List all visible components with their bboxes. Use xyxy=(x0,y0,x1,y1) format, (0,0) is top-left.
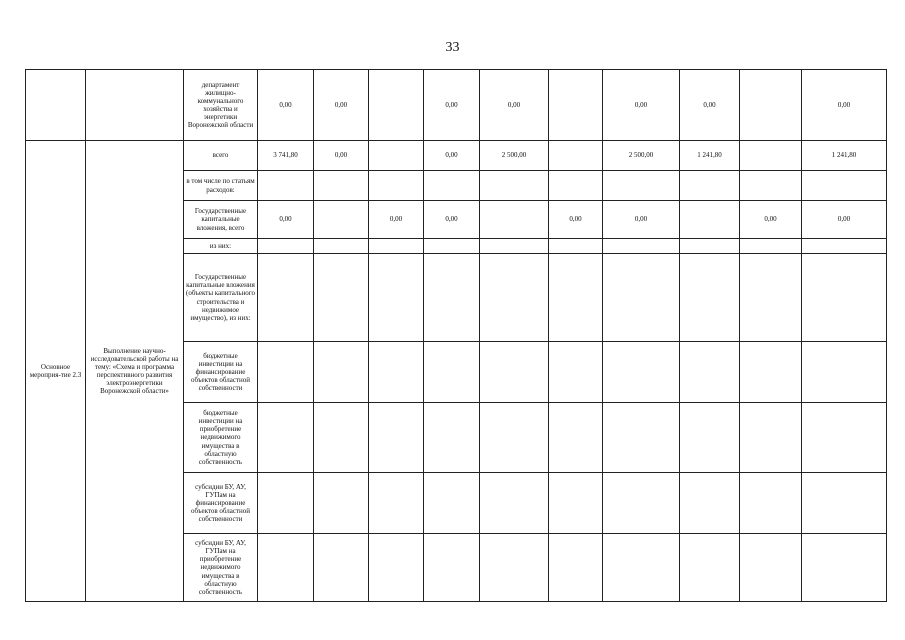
value-cell xyxy=(740,534,802,602)
value-cell: 0,00 xyxy=(424,70,480,141)
value-cell: 0,00 xyxy=(802,201,887,239)
value-cell xyxy=(258,403,314,473)
value-cell: 0,00 xyxy=(603,201,680,239)
value-cell xyxy=(549,403,603,473)
status-cell xyxy=(26,70,86,141)
value-cell xyxy=(740,171,802,201)
value-cell: 0,00 xyxy=(680,70,740,141)
value-cell xyxy=(740,141,802,171)
value-cell xyxy=(740,239,802,254)
value-cell xyxy=(369,70,424,141)
value-cell xyxy=(480,342,549,403)
value-cell xyxy=(369,171,424,201)
value-cell xyxy=(740,473,802,534)
value-cell xyxy=(480,254,549,342)
value-cell xyxy=(369,254,424,342)
value-cell xyxy=(549,70,603,141)
name-cell xyxy=(86,70,184,141)
value-cell xyxy=(802,534,887,602)
value-cell xyxy=(549,473,603,534)
value-cell xyxy=(258,342,314,403)
row-label: субсидии БУ, АУ, ГУПам на финансирование объектов областной собственности xyxy=(184,473,258,534)
value-cell: 0,00 xyxy=(314,70,369,141)
value-cell xyxy=(258,239,314,254)
row-label: Государственные капитальные вложения (объекты капитального строительства и недвижимое имущество), из них: xyxy=(184,254,258,342)
value-cell xyxy=(603,171,680,201)
value-cell xyxy=(549,171,603,201)
value-cell xyxy=(480,201,549,239)
row-label: субсидии БУ, АУ, ГУПам на приобретение недвижимого имущества в областную собственность xyxy=(184,534,258,602)
value-cell xyxy=(424,473,480,534)
value-cell xyxy=(314,342,369,403)
value-cell: 0,00 xyxy=(258,70,314,141)
value-cell: 1 241,80 xyxy=(680,141,740,171)
value-cell xyxy=(549,342,603,403)
value-cell: 3 741,80 xyxy=(258,141,314,171)
value-cell xyxy=(424,342,480,403)
value-cell xyxy=(369,342,424,403)
value-cell xyxy=(802,342,887,403)
value-cell: 0,00 xyxy=(314,141,369,171)
value-cell xyxy=(802,239,887,254)
value-cell: 1 241,80 xyxy=(802,141,887,171)
value-cell xyxy=(802,171,887,201)
row-label: бюджетные инвестиции на финансирование объектов областной собственности xyxy=(184,342,258,403)
page-number: 33 xyxy=(445,40,460,55)
value-cell xyxy=(603,473,680,534)
value-cell: 0,00 xyxy=(603,70,680,141)
value-cell xyxy=(603,342,680,403)
row-label: в том числе по статьям расходов: xyxy=(184,171,258,201)
value-cell: 0,00 xyxy=(549,201,603,239)
value-cell xyxy=(369,403,424,473)
value-cell xyxy=(258,473,314,534)
value-cell xyxy=(314,239,369,254)
value-cell xyxy=(424,403,480,473)
value-cell xyxy=(603,534,680,602)
value-cell xyxy=(480,534,549,602)
value-cell xyxy=(369,141,424,171)
value-cell xyxy=(802,254,887,342)
value-cell: 0,00 xyxy=(740,201,802,239)
value-cell xyxy=(740,342,802,403)
value-cell xyxy=(680,473,740,534)
value-cell xyxy=(424,254,480,342)
value-cell xyxy=(740,70,802,141)
value-cell xyxy=(258,534,314,602)
value-cell xyxy=(424,534,480,602)
value-cell xyxy=(424,171,480,201)
value-cell xyxy=(549,534,603,602)
value-cell xyxy=(314,171,369,201)
value-cell xyxy=(314,254,369,342)
row-label: Государственные капитальные вложения, всего xyxy=(184,201,258,239)
value-cell: 0,00 xyxy=(802,70,887,141)
value-cell xyxy=(802,473,887,534)
row-label: бюджетные инвестиции на приобретение недвижимого имущества в областную собственность xyxy=(184,403,258,473)
value-cell: 2 500,00 xyxy=(480,141,549,171)
value-cell xyxy=(680,254,740,342)
value-cell xyxy=(680,403,740,473)
value-cell xyxy=(480,403,549,473)
row-label: департамент жилищно-коммунального хозяйства и энергетики Воронежской области xyxy=(184,70,258,141)
value-cell xyxy=(549,239,603,254)
value-cell xyxy=(258,171,314,201)
value-cell xyxy=(549,254,603,342)
budget-table xyxy=(25,69,887,602)
measure-name-cell: Выполнение научно-исследовательской работы на тему: «Схема и программа перспективного развития электроэнергетики Воронежской области» xyxy=(86,141,184,602)
value-cell: 0,00 xyxy=(424,201,480,239)
value-cell xyxy=(369,239,424,254)
value-cell xyxy=(740,403,802,473)
value-cell xyxy=(680,239,740,254)
value-cell xyxy=(480,239,549,254)
value-cell xyxy=(424,239,480,254)
row-label: всего xyxy=(184,141,258,171)
value-cell xyxy=(314,534,369,602)
value-cell xyxy=(680,342,740,403)
value-cell xyxy=(680,171,740,201)
value-cell xyxy=(369,473,424,534)
table-row xyxy=(26,70,887,141)
row-label: из них: xyxy=(184,239,258,254)
value-cell xyxy=(740,254,802,342)
value-cell xyxy=(480,473,549,534)
value-cell xyxy=(258,254,314,342)
table-body xyxy=(26,70,887,602)
value-cell xyxy=(802,403,887,473)
measure-status-cell: Основное мероприя-тие 2.3 xyxy=(26,141,86,602)
value-cell: 0,00 xyxy=(424,141,480,171)
value-cell xyxy=(480,171,549,201)
value-cell xyxy=(369,534,424,602)
value-cell: 2 500,00 xyxy=(603,141,680,171)
value-cell: 0,00 xyxy=(480,70,549,141)
value-cell xyxy=(603,239,680,254)
value-cell xyxy=(603,403,680,473)
table-row xyxy=(26,141,887,171)
value-cell xyxy=(603,254,680,342)
value-cell xyxy=(680,201,740,239)
value-cell xyxy=(549,141,603,171)
value-cell xyxy=(680,534,740,602)
value-cell: 0,00 xyxy=(258,201,314,239)
value-cell xyxy=(314,201,369,239)
value-cell xyxy=(314,403,369,473)
value-cell: 0,00 xyxy=(369,201,424,239)
value-cell xyxy=(314,473,369,534)
